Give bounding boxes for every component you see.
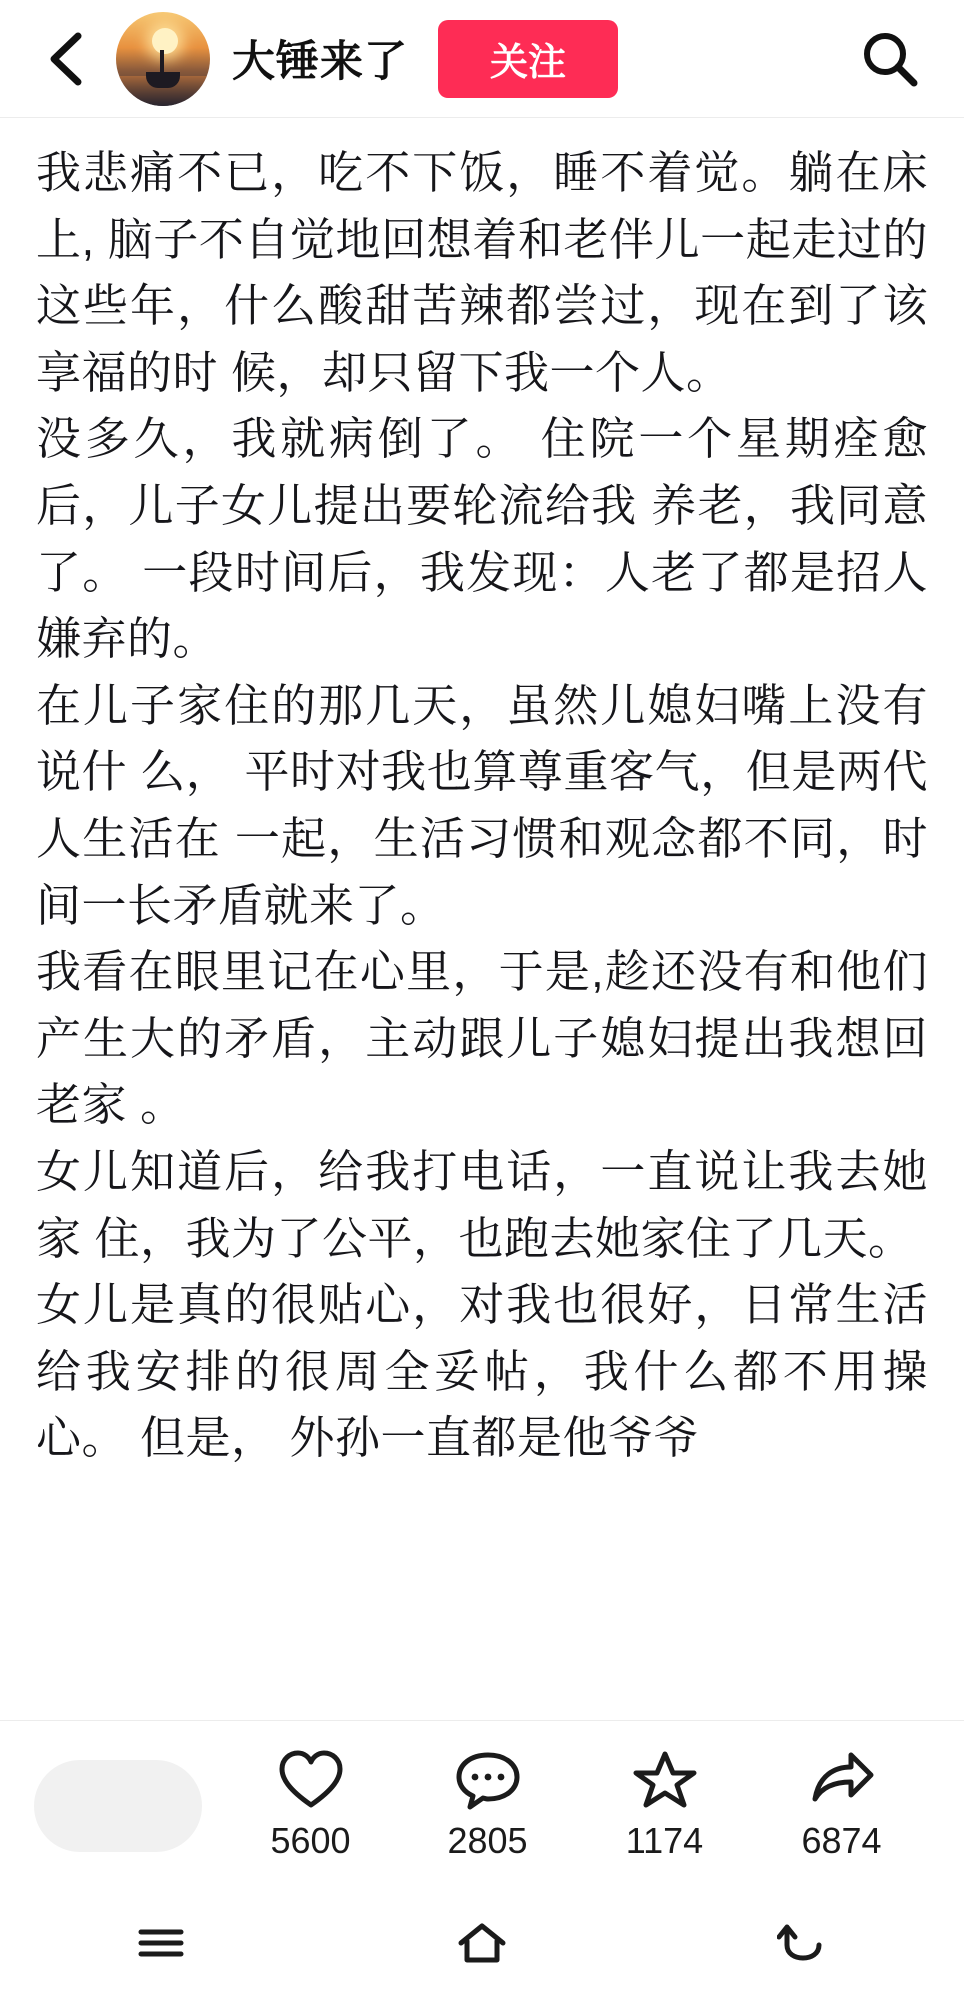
action-buttons [202,1749,930,1862]
search-icon[interactable] [850,19,930,99]
home-button[interactable] [422,1905,542,1985]
content-fade [0,1710,964,1720]
comment-count: 2805 [447,1820,528,1861]
comment-icon [455,1749,521,1816]
recents-button[interactable] [101,1905,221,1985]
comment-input[interactable] [34,1760,202,1852]
article-paragraph: 我看在眼里记在心里，于是,趁还没有和他们产生大的矛盾，主动跟儿子媳妇提出我想回老家 。 [36,946,928,1131]
app-header [0,0,964,118]
comment-button[interactable] [428,1749,548,1862]
follow-button[interactable]: 关注 [438,20,618,98]
article-paragraph: 女儿是真的很贴心，对我也很好，日常生活给我安排的很周全妥帖，我什么都不用操心。 但是， 外孙一直都是他爷爷 [36,1279,928,1464]
article-body[interactable] [0,118,964,1720]
share-icon [809,1749,875,1816]
system-navigation-bar [0,1890,964,2000]
article-paragraph: 在儿子家住的那几天，虽然儿媳妇嘴上没有说什 么， 平时对我也算尊重客气，但是两代人生活在 一起，生活习惯和观念都不同，时间一长矛盾就来了。 [36,679,928,931]
article-paragraph: 没多久，我就病倒了。 住院一个星期痊愈后，儿子女儿提出要轮流给我 养老，我同意了。 一段时间后，我发现：人老了都是招人嫌弃的。 [36,413,928,665]
system-back-button[interactable] [743,1905,863,1985]
back-arrow-icon [777,1921,829,1970]
menu-icon [137,1925,185,1966]
avatar-mast [160,50,164,74]
share-button[interactable] [782,1749,902,1862]
article-paragraph: 我悲痛不已，吃不下饭，睡不着觉。躺在床上, 脑子不自觉地回想着和老伴儿一起走过的这些年，什么酸甜苦辣都尝过，现在到了该享福的时 候，却只留下我一个人。 [36,147,928,398]
home-icon [456,1921,508,1970]
share-count: 6874 [801,1820,882,1861]
avatar[interactable] [116,12,210,106]
channel-name[interactable]: 大锤来了 [232,38,408,86]
avatar-boat-icon [146,72,180,88]
favorite-button[interactable] [605,1749,725,1862]
avatar-sun-icon [152,28,178,54]
like-count: 5600 [270,1820,351,1861]
favorite-count: 1174 [625,1820,704,1861]
heart-icon [278,1749,344,1816]
like-button[interactable] [251,1749,371,1862]
star-icon [632,1749,698,1816]
action-bar [0,1720,964,1890]
article-paragraph: 女儿知道后，给我打电话，一直说让我去她家 住，我为了公平，也跑去她家住了几天。 [36,1145,928,1264]
back-button[interactable] [36,28,98,90]
